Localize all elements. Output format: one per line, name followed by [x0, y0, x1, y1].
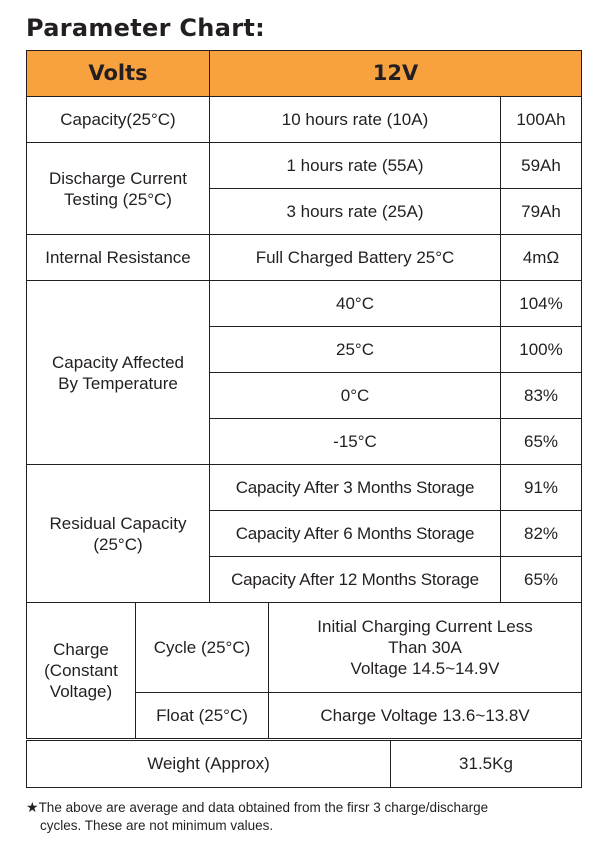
discharge-label-line1: Discharge Current	[49, 168, 187, 188]
discharge-label-line2: Testing (25°C)	[64, 189, 172, 209]
internal-resistance-label: Internal Resistance	[27, 235, 210, 281]
float-value: Charge Voltage 13.6~13.8V	[269, 693, 582, 739]
temperature-condition: 0°C	[210, 373, 501, 419]
temperature-label-line2: By Temperature	[58, 373, 178, 393]
internal-resistance-value: 4mΩ	[501, 235, 582, 281]
weight-row	[27, 741, 582, 788]
charge-cycle-row	[27, 603, 582, 693]
temperature-row	[27, 281, 582, 327]
charge-label-line3: Voltage)	[49, 682, 113, 701]
temperature-label	[27, 281, 210, 465]
capacity-value: 100Ah	[501, 97, 582, 143]
discharge-row	[27, 143, 582, 189]
float-label: Float (25°C)	[136, 693, 269, 739]
residual-row	[27, 465, 582, 511]
cycle-label: Cycle (25°C)	[136, 603, 269, 693]
internal-resistance-condition: Full Charged Battery 25°C	[210, 235, 501, 281]
residual-condition: Capacity After 12 Months Storage	[210, 557, 501, 603]
temperature-condition: 40°C	[210, 281, 501, 327]
header-voltage: 12V	[210, 51, 582, 97]
weight-table	[26, 740, 582, 788]
discharge-condition: 1 hours rate (55A)	[210, 143, 501, 189]
temperature-condition: 25°C	[210, 327, 501, 373]
star-icon: ★	[26, 799, 39, 815]
capacity-condition: 10 hours rate (10A)	[210, 97, 501, 143]
header-row	[27, 51, 582, 97]
footnote	[26, 798, 586, 835]
charge-label-line1: Charge	[53, 640, 109, 659]
capacity-row	[27, 97, 582, 143]
internal-resistance-row	[27, 235, 582, 281]
cycle-value-line3: Voltage 14.5~14.9V	[350, 659, 500, 678]
footnote-line2: cycles. These are not minimum values.	[40, 818, 274, 833]
footnote-line1: The above are average and data obtained from the firsr 3 charge/discharge	[38, 800, 489, 815]
residual-condition: Capacity After 6 Months Storage	[210, 511, 501, 557]
temperature-value: 104%	[501, 281, 582, 327]
temperature-label-line1: Capacity Affected	[52, 352, 184, 372]
residual-label-line2: (25°C)	[93, 534, 143, 554]
discharge-condition: 3 hours rate (25A)	[210, 189, 501, 235]
capacity-label: Capacity(25°C)	[27, 97, 210, 143]
discharge-value: 79Ah	[501, 189, 582, 235]
residual-label-line1: Residual Capacity	[49, 513, 187, 533]
charge-label-line2: (Constant	[44, 661, 118, 680]
parameter-table	[26, 50, 582, 739]
residual-value: 82%	[501, 511, 582, 557]
header-volts: Volts	[27, 51, 210, 97]
temperature-condition: -15°C	[210, 419, 501, 465]
residual-value: 65%	[501, 557, 582, 603]
cycle-value-line2: Than 30A	[388, 638, 462, 657]
temperature-value: 83%	[501, 373, 582, 419]
temperature-value: 65%	[501, 419, 582, 465]
charge-label	[27, 603, 136, 739]
temperature-value: 100%	[501, 327, 582, 373]
discharge-label	[27, 143, 210, 235]
weight-label: Weight (Approx)	[27, 741, 391, 788]
residual-label	[27, 465, 210, 603]
weight-value: 31.5Kg	[391, 741, 582, 788]
discharge-value: 59Ah	[501, 143, 582, 189]
residual-value: 91%	[501, 465, 582, 511]
residual-condition: Capacity After 3 Months Storage	[210, 465, 501, 511]
cycle-value	[269, 603, 582, 693]
cycle-value-line1: Initial Charging Current Less	[317, 617, 533, 636]
page-title: Parameter Chart:	[26, 14, 265, 42]
